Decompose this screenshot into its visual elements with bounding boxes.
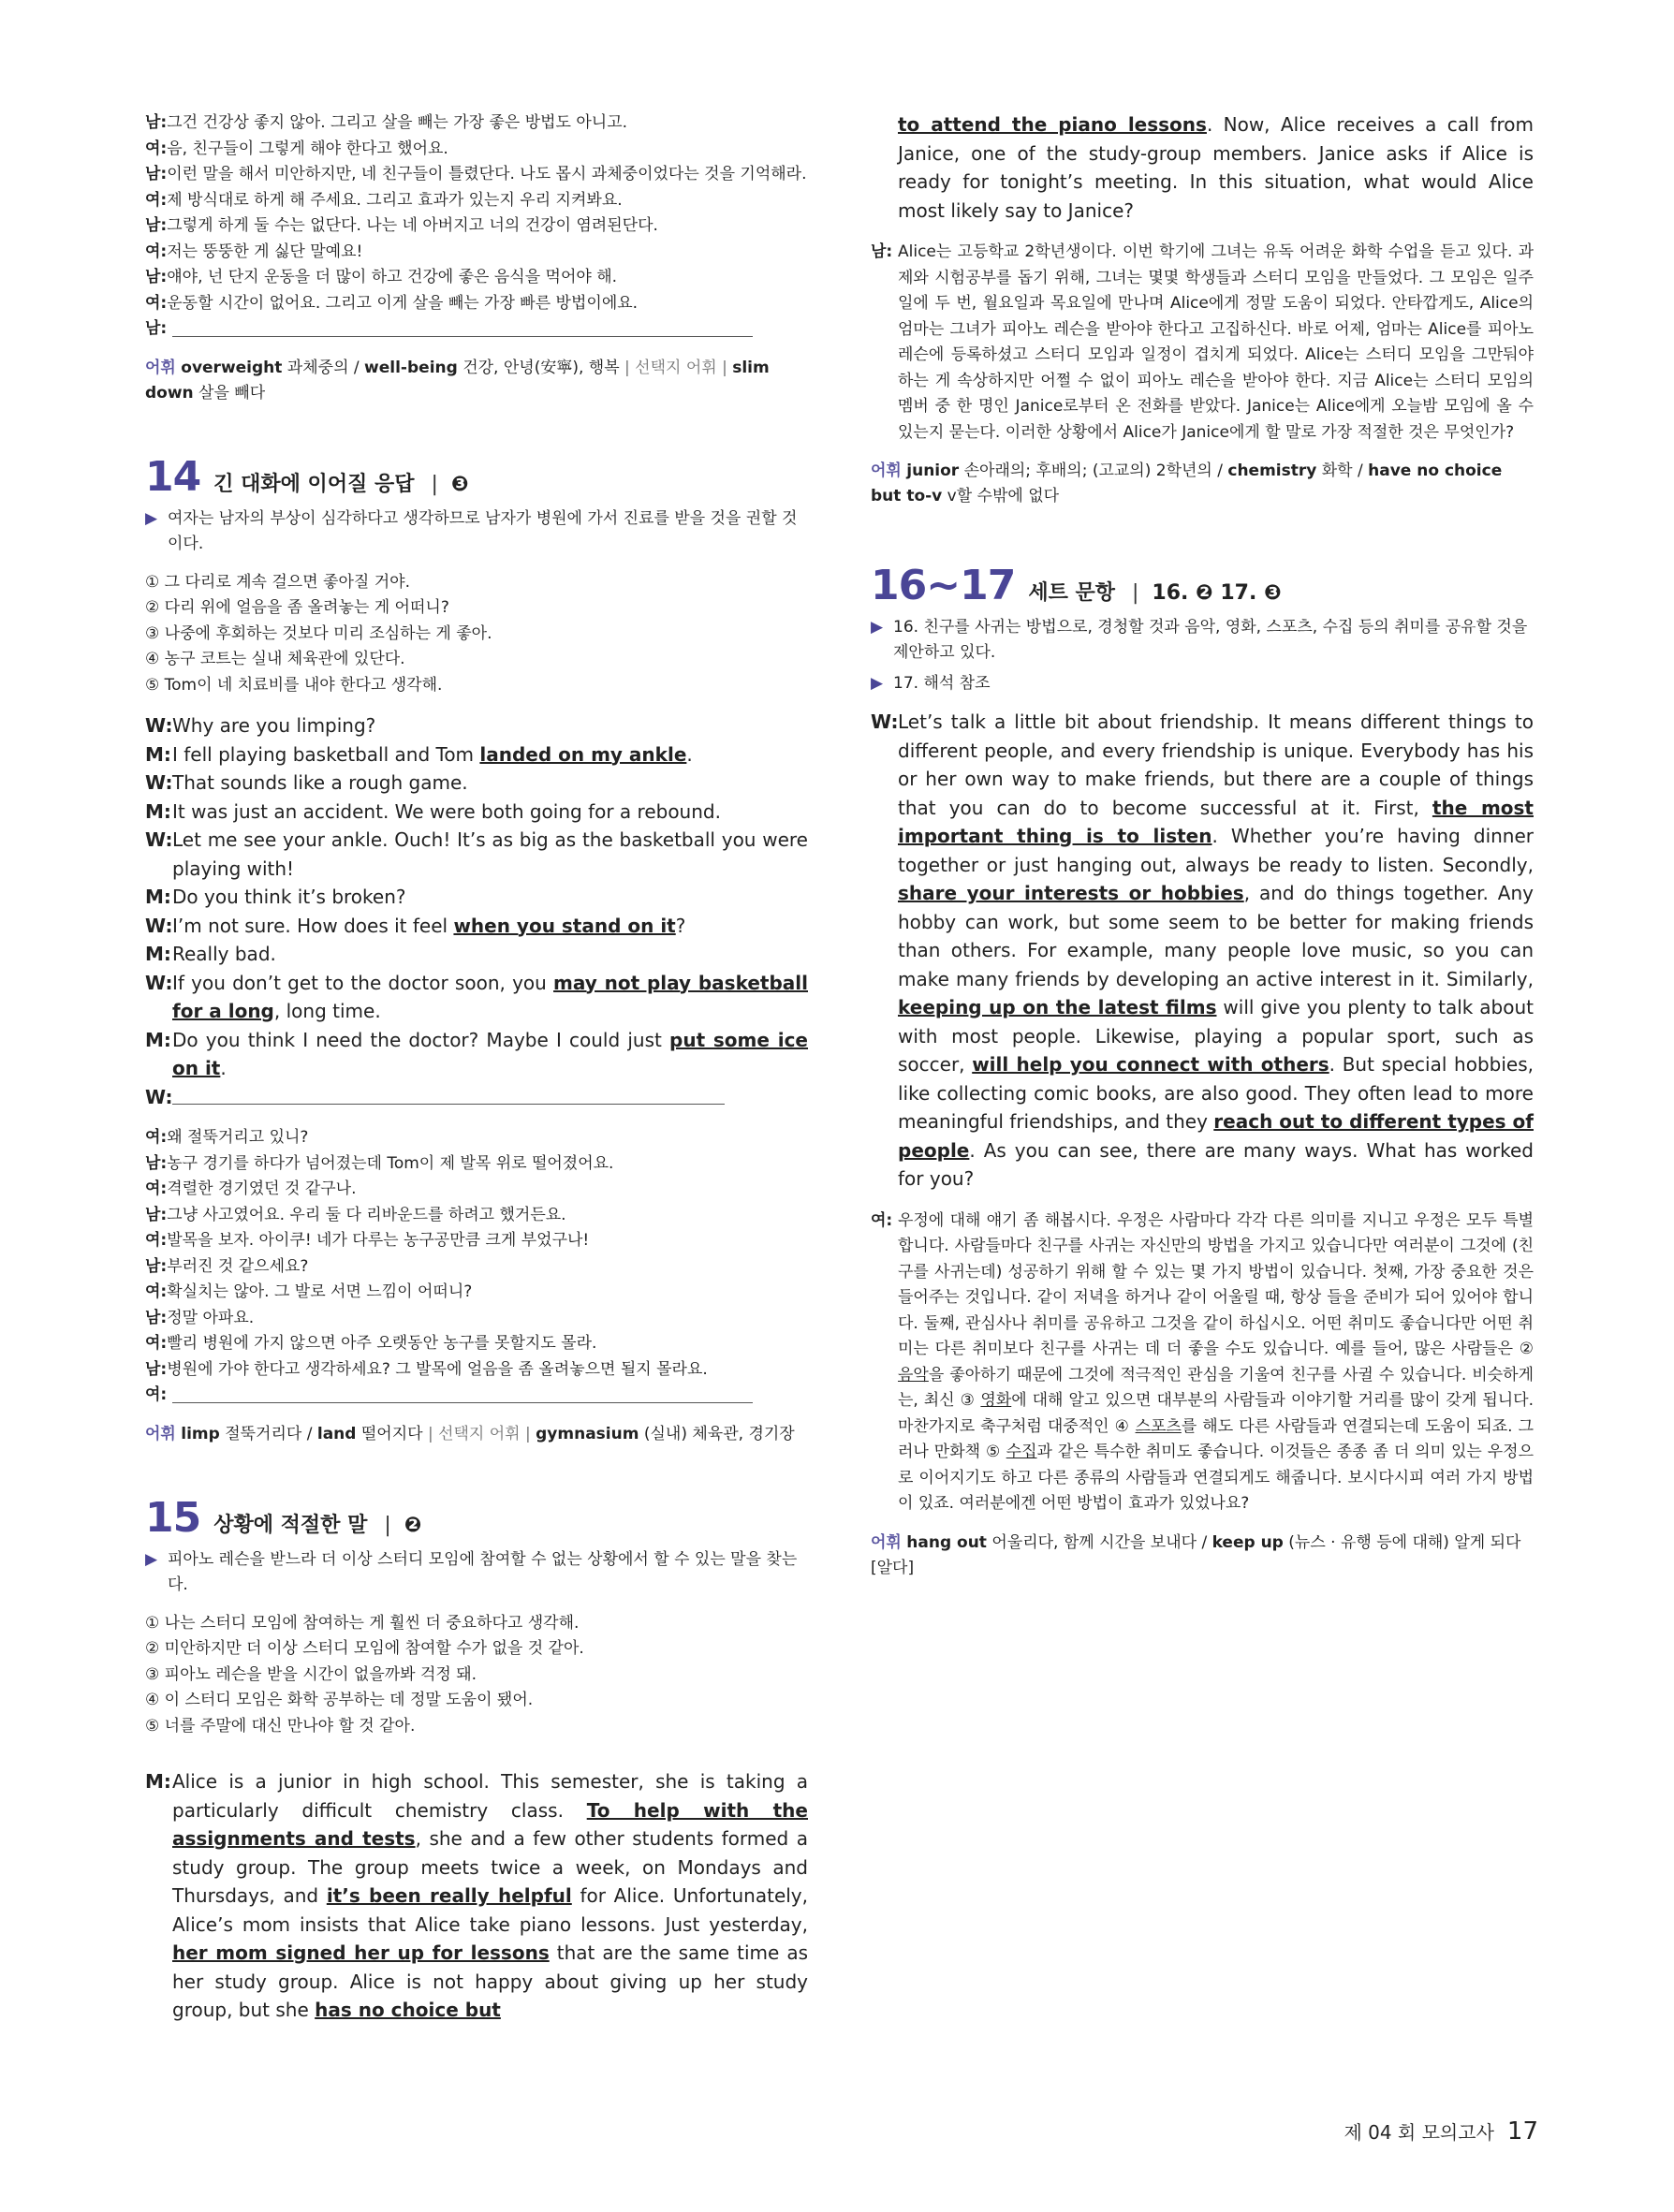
speaker-label: 남: bbox=[145, 1308, 168, 1327]
dialog-line: W: If you don’t get to the doctor soon, you may not play basketball for a long, long time. bbox=[145, 969, 808, 1026]
dialog-line: 여: 음, 친구들이 그렇게 해야 한다고 했어요. bbox=[145, 137, 808, 163]
speaker-label: 여: bbox=[145, 1179, 168, 1198]
triangle-icon: ▶ bbox=[145, 508, 158, 528]
speaker-label: 남: bbox=[145, 1359, 168, 1379]
speaker-label: W: bbox=[145, 714, 173, 737]
triangle-icon: ▶ bbox=[145, 1549, 158, 1569]
section-number: 15 bbox=[145, 1493, 201, 1542]
dialog-line: 여: 발목을 보자. 아이쿠! 네가 다루는 농구공만큼 크게 부었구나! bbox=[145, 1228, 808, 1254]
left-column bbox=[145, 110, 808, 2025]
speaker-label: 여: bbox=[145, 1334, 168, 1353]
section-16-17-heading: 16~17 세트 문항 | 16. ❷ 17. ❸ bbox=[871, 562, 1282, 609]
answer-option: ① 나는 스터디 모임에 참여하는 게 훨씬 더 중요하다고 생각해. bbox=[145, 1613, 580, 1633]
vocab-13: 어휘 overweight 과체중의 / well-being 건강, 안녕(安寧), 행복 | 선택지 어휘 | slim down 살을 빼다 bbox=[145, 358, 770, 403]
dialog-line: 여: 격렬한 경기였던 것 같구나. bbox=[145, 1177, 808, 1203]
korean-dialog-14 bbox=[145, 1125, 808, 1409]
right-column bbox=[871, 110, 1534, 1581]
dialog-line: M: Do you think I need the doctor? Maybe I could just put some ice on it. bbox=[145, 1026, 808, 1083]
page-footer bbox=[1344, 2117, 1538, 2146]
answer-option: ② 미안하지만 더 이상 스터디 모임에 참여할 수가 없을 것 같아. bbox=[145, 1639, 584, 1658]
section-15-heading: 15 상황에 적절한 말 | ❷ bbox=[145, 1493, 422, 1542]
exam-label: 제 04 회 모의고사 bbox=[1344, 2121, 1494, 2144]
page-number: 17 bbox=[1506, 2117, 1538, 2146]
answer-badge: ❷ bbox=[404, 1513, 422, 1537]
korean-dialog-13 bbox=[145, 110, 808, 343]
speaker-label: 여: bbox=[145, 1282, 168, 1301]
speaker-label: 여: bbox=[145, 242, 168, 261]
speaker-label: M: bbox=[145, 799, 171, 823]
answer-option: ④ 농구 코트는 실내 체육관에 있단다. bbox=[145, 650, 405, 668]
english-dialog-14 bbox=[145, 711, 808, 1112]
explanation-17: ▶ 17. 해석 참조 bbox=[871, 671, 1534, 696]
dialog-line: 여: 확실치는 않아. 그 발로 서면 느낌이 어떠니? bbox=[145, 1280, 808, 1306]
speaker-label: M: bbox=[145, 1028, 171, 1051]
speaker-label: M: bbox=[145, 943, 171, 965]
vocab-14: 어휘 limp 절뚝거리다 / land 떨어지다 | 선택지 어휘 | gymnasium (실내) 체육관, 경기장 bbox=[145, 1424, 795, 1443]
answer-option: ① 그 다리로 계속 걸으면 좋아질 거야. bbox=[145, 572, 410, 592]
dialog-line: 남: 부러진 것 같으세요? bbox=[145, 1254, 808, 1281]
section-number: 14 bbox=[145, 452, 201, 501]
dialog-line: 여: 저는 뚱뚱한 게 싫단 말예요! bbox=[145, 240, 808, 266]
speaker-label: 남: bbox=[145, 113, 168, 132]
speaker-label: 남: bbox=[145, 1205, 168, 1224]
options-15 bbox=[145, 1611, 808, 1740]
dialog-line bbox=[145, 316, 808, 343]
dialog-line: 여: 왜 절뚝거리고 있니? bbox=[145, 1125, 808, 1151]
explanation: ▶ 피아노 레슨을 받느라 더 이상 스터디 모임에 참여할 수 없는 상황에서 할 수 있는 말을 찾는다. bbox=[145, 1547, 808, 1598]
dialog-line: 남: 농구 경기를 하다가 넘어졌는데 Tom이 제 발목 위로 떨어졌어요. bbox=[145, 1151, 808, 1178]
answer-option: ③ 나중에 후회하는 것보다 미리 조심하는 게 좋아. bbox=[145, 623, 492, 643]
explanation: ▶ 여자는 남자의 부상이 심각하다고 생각하므로 남자가 병원에 가서 진료를 받을 것을 권할 것이다. bbox=[145, 506, 808, 557]
dialog-line: M: Really bad. bbox=[145, 940, 808, 969]
answer-option: ③ 피아노 레슨을 받을 시간이 없을까봐 걱정 돼. bbox=[145, 1664, 477, 1684]
dialog-line: W: That sounds like a rough game. bbox=[145, 769, 808, 798]
english-monologue-15: M: Alice is a junior in high school. This semester, she is taking a particularly difficult chemistry class. To help with the assignments and tests, she and a few other students formed a study group. The group meets twice a week, on Mondays and Thursdays, and it’s been really helpful for Alice. Unfortunately, Alice’s mom insists that Alice take piano lessons. Just yesterday, her mom signed her up for lessons that are the same time as her study group. Alice is not happy about giving up her study group, but she has no choice but bbox=[145, 1770, 809, 2021]
dialog-line: 남: 이런 말을 해서 미안하지만, 네 친구들이 틀렸단다. 나도 몹시 과체중이었다는 것을 기억해라. bbox=[145, 162, 808, 188]
dialog-line: W: I’m not sure. How does it feel when you stand on it? bbox=[145, 912, 808, 941]
korean-monologue-15: 남: Alice는 고등학교 2학년생이다. 이번 학기에 그녀는 유독 어려운 화학 수업을 듣고 있다. 과제와 시험공부를 돕기 위해, 그녀는 몇몇 학생들과 스터디 모임을 만들었다. 그 모임은 일주일에 두 번, 월요일과 목요일에 만나며 Alice에게 정말 도움이 되었다. 안타깝게도, Alice의 엄마는 그녀가 피아노 레슨을 받아야 한다고 고집하신다. 바로 어제, 엄마는 Alice를 피아노 레슨에 등록하셨고 스터디 모임과 일정이 겹치게 되었다. Alice는 스터디 모임을 그만둬야 하는 게 속상하지만 어쩔 수 없이 피아노 레슨을 받아야 한다. 지금 Alice는 스터디 모임의 멤버 중 한 명인 Janice로부터 온 전화를 받았다. Janice는 Alice에게 오늘밤 모임에 올 수 있는지 묻는다. 이러한 상황에서 Alice가 Janice에게 할 말로 가장 적절한 것은 무엇인가? bbox=[871, 242, 1534, 442]
dialog-line: 여: 제 방식대로 하게 해 주세요. 그리고 효과가 있는지 우리 지켜봐요. bbox=[145, 188, 808, 214]
dialog-line: 남: 그냥 사고였어요. 우리 둘 다 리바운드를 하려고 했거든요. bbox=[145, 1203, 808, 1229]
answer-blank bbox=[172, 1083, 725, 1105]
vocab-16-17: 어휘 hang out 어울리다, 함께 시간을 보내다 / keep up (뉴스 · 유행 등에 대해) 알게 되다 [알다] bbox=[871, 1532, 1521, 1577]
answer-option: ② 다리 위에 얼음을 좀 올려놓는 게 어떠니? bbox=[145, 598, 449, 617]
triangle-icon: ▶ bbox=[871, 674, 884, 693]
speaker-label: 여: bbox=[145, 293, 168, 313]
speaker-label: W: bbox=[145, 1085, 173, 1108]
dialog-line: M: Do you think it’s broken? bbox=[145, 883, 808, 912]
speaker-label: W: bbox=[145, 828, 173, 851]
answer-badge: 16. ❷ 17. ❸ bbox=[1152, 581, 1282, 605]
dialog-line: 여: 운동할 시간이 없어요. 그리고 이게 살을 빼는 가장 빠른 방법이에요. bbox=[145, 291, 808, 317]
speaker-label: W: bbox=[145, 914, 173, 937]
dialog-line: 남: 얘야, 넌 단지 운동을 더 많이 하고 건강에 좋은 음식을 먹어야 해. bbox=[145, 265, 808, 291]
dialog-line: 남: 정말 아파요. bbox=[145, 1306, 808, 1332]
speaker-label: 남: bbox=[145, 165, 168, 183]
answer-blank bbox=[172, 319, 753, 337]
speaker-label: M: bbox=[145, 742, 171, 766]
speaker-label: 남: bbox=[145, 1256, 168, 1276]
options-14 bbox=[145, 570, 808, 699]
speaker-label: 남: bbox=[145, 319, 168, 338]
dialog-line: 남: 병원에 가야 한다고 생각하세요? 그 발목에 얼음을 좀 올려놓으면 될지 몰라요. bbox=[145, 1357, 808, 1384]
vocab-15: 어휘 junior 손아래의; 후배의; (고교의) 2학년의 / chemistry 화학 / have no choice but to-v v할 수밖에 없다 bbox=[871, 461, 1503, 505]
english-monologue-16-17: W: Let’s talk a little bit about friendship. It means different things to different people, and every friendship is unique. Everybody has his or her own way to make friends, but there are a couple of things that you can do to become successful at it. First, the most important thing is to listen. Whether you’re having dinner together or just hanging out, always be ready to listen. Secondly, share your interests or hobbies, and do things together. Any hobby can work, but some seem to be better for making friends than others. For example, many people love music, so you can make many friends by developing an active interest in it. Similarly, keeping up on the latest films will give you plenty to talk about with most people. Likewise, playing a popular sport, such as soccer, will help you connect with others. But special hobbies, like collecting comic books, are also good. They often lead to more meaningful friendships, and they reach out to different types of people. As you can see, there are many ways. What has worked for you? bbox=[871, 710, 1534, 1190]
speaker-label: 남: bbox=[145, 216, 168, 235]
speaker-label: 여: bbox=[145, 190, 168, 210]
triangle-icon: ▶ bbox=[871, 618, 884, 637]
speaker-label: W: bbox=[145, 771, 173, 794]
dialog-line bbox=[145, 1083, 808, 1113]
dialog-line: W: Let me see your ankle. Ouch! It’s as big as the basketball you were playing with! bbox=[145, 826, 808, 883]
speaker-label: W: bbox=[145, 971, 173, 994]
section-title: 세트 문항 bbox=[1028, 581, 1115, 605]
speaker-label: 여: bbox=[145, 1128, 168, 1147]
explanation-16: ▶ 16. 친구를 사귀는 방법으로, 경청할 것과 음악, 영화, 스포츠, 수집 등의 취미를 공유할 것을 제안하고 있다. bbox=[871, 615, 1534, 666]
korean-monologue-16-17: 여: 우정에 대해 얘기 좀 해봅시다. 우정은 사람마다 각각 다른 의미를 지니고 우정은 모두 특별합니다. 사람들마다 친구를 사귀는 자신만의 방법을 가지고 있습니다만 여러분이 그것에 (친구를 사귀는데) 성공하기 위해 할 수 있는 몇 가지 방법이 있습니다. 첫째, 가장 중요한 것은 들어주는 것입니다. 같이 저녁을 하거나 같이 어울릴 때, 항상 들을 준비가 되어 있어야 합니다. 둘째, 관심사나 취미를 공유하고 그것을 같이 하십시오. 어떤 취미도 좋습니다만 어떤 취미는 다른 취미보다 친구를 사귀는 데 더 좋을 수도 있습니다. 예를 들어, 많은 사람들은 ② 음악을 좋아하기 때문에 그것에 적극적인 관심을 기울여 친구를 사귈 수 있습니다. 비슷하게는, 최신 ③ 영화에 대해 알고 있으면 대부분의 사람들과 이야기할 거리를 많이 갖게 됩니다. 마찬가지로 축구처럼 대중적인 ④ 스포츠를 해도 다른 사람들과 연결되는데 도움이 되죠. 그러나 만화책 ⑤ 수집과 같은 특수한 취미도 좋습니다. 이것들은 종종 좀 더 의미 있는 우정으로 이어지기도 하고 다른 종류의 사람들과 연결되게도 해줍니다. 보시다시피 여러 가지 방법이 있죠. 여러분에겐 어떤 방법이 효과가 있었나요? bbox=[871, 1210, 1534, 1513]
dialog-line: 여: 빨리 병원에 가지 않으면 아주 오랫동안 농구를 못할지도 몰라. bbox=[145, 1331, 808, 1357]
speaker-label: M: bbox=[145, 886, 171, 908]
speaker-label: 여: bbox=[145, 1385, 168, 1404]
speaker-label: 남: bbox=[145, 1153, 168, 1173]
english-monologue-15-cont: to attend the piano lessons. Now, Alice receives a call from Janice, one of the study-group members. Janice asks if Alice is ready for tonight’s meeting. In this situation, what would Alice most likely say to Janice? bbox=[898, 113, 1534, 222]
section-14-heading: 14 긴 대화에 이어질 응답 | ❸ bbox=[145, 452, 469, 501]
speaker-label: 여: bbox=[145, 139, 168, 158]
answer-badge: ❸ bbox=[450, 472, 469, 496]
dialog-line bbox=[145, 1383, 808, 1409]
dialog-line: 남: 그렇게 하게 둘 수는 없단다. 나는 네 아버지고 너의 건강이 염려된단다. bbox=[145, 213, 808, 240]
section-title: 상황에 적절한 말 bbox=[213, 1513, 368, 1537]
dialog-line: M: It was just an accident. We were both going for a rebound. bbox=[145, 798, 808, 827]
speaker-label: 남: bbox=[145, 268, 168, 286]
section-number: 16~17 bbox=[871, 562, 1016, 609]
dialog-line: M: I fell playing basketball and Tom landed on my ankle. bbox=[145, 740, 808, 769]
speaker-label: 여: bbox=[145, 1231, 168, 1250]
answer-option: ⑤ 너를 주말에 대신 만나야 할 것 같아. bbox=[145, 1716, 416, 1736]
section-title: 긴 대화에 이어질 응답 bbox=[213, 472, 415, 496]
answer-option: ④ 이 스터디 모임은 화학 공부하는 데 정말 도움이 됐어. bbox=[145, 1691, 534, 1709]
dialog-line: 남: 그건 건강상 좋지 않아. 그리고 살을 빼는 가장 좋은 방법도 아니고. bbox=[145, 110, 808, 137]
answer-option: ⑤ Tom이 네 치료비를 내야 한다고 생각해. bbox=[145, 675, 443, 695]
dialog-line: W: Why are you limping? bbox=[145, 711, 808, 740]
answer-blank bbox=[172, 1385, 753, 1403]
